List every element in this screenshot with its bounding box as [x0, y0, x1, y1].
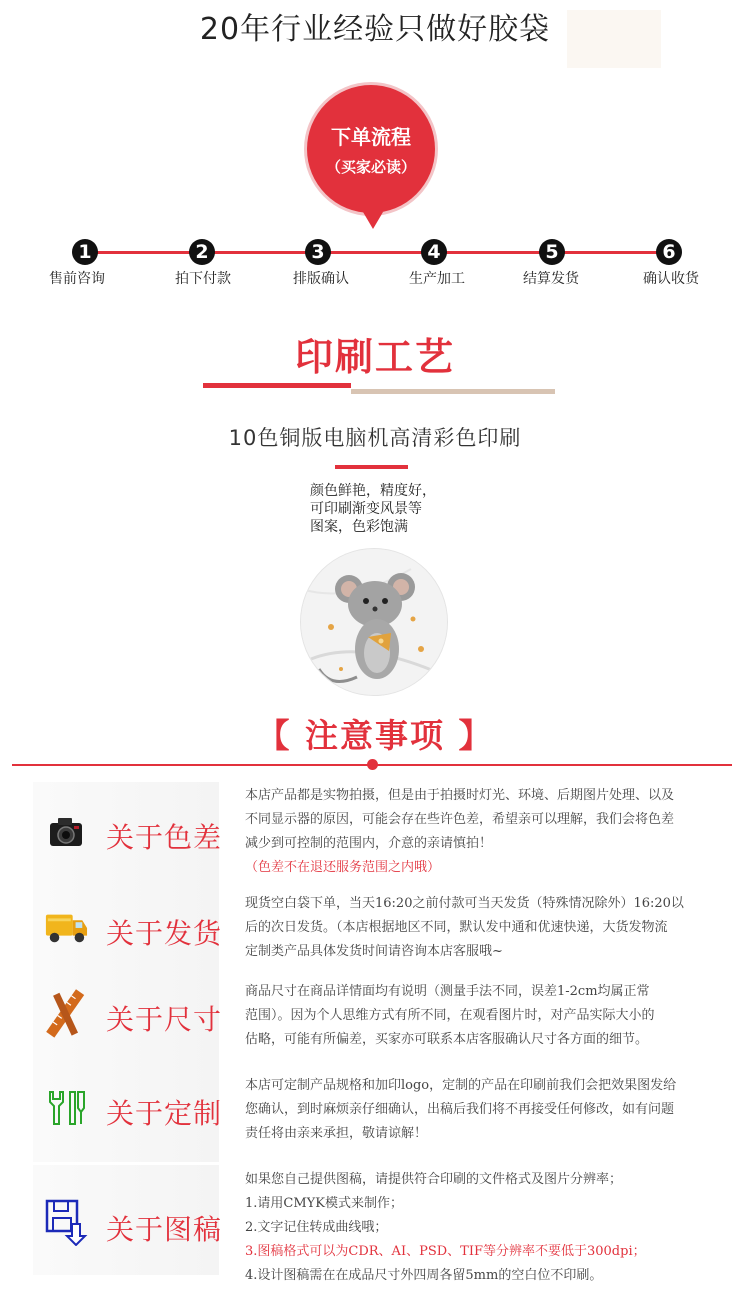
- step-label: 生产加工: [409, 271, 465, 287]
- note-line: 现货空白袋下单，当天16:20之前付款可当天发货（特殊情况除外）16:20以: [245, 896, 684, 911]
- section-title-notes: 【 注意事项 】: [256, 716, 494, 755]
- down-arrow-icon: [363, 212, 383, 229]
- note-line: 1.请用CMYK模式来制作；: [245, 1196, 403, 1211]
- note-heading: 关于色差: [106, 821, 223, 854]
- process-subtitle: （买家必读）: [325, 158, 416, 176]
- note-line: 估略，可能有所偏差，买家亦可联系本店客服确认尺寸各方面的细节。: [245, 1032, 649, 1047]
- note-line: 不同显示器的原因，可能会存在些许色差，希望亲可以理解，我们会将色差: [245, 812, 675, 827]
- note-heading: 关于发货: [106, 917, 223, 950]
- note-text: [245, 784, 705, 880]
- step-number: 1: [72, 239, 98, 265]
- note-line: 范围）。因为个人思维方式有所不同，在观看图片时，对产品实际大小的: [245, 1008, 655, 1023]
- note-heading: 关于定制: [106, 1097, 223, 1130]
- divider-bar: [203, 383, 351, 388]
- step-number: 4: [421, 239, 447, 265]
- divider-dot: [367, 759, 378, 770]
- note-highlight: （色差不在退还服务范围之内哦）: [245, 860, 441, 875]
- print-sample-image: [301, 549, 447, 695]
- page-title: 20年行业经验只做好胶袋: [199, 12, 551, 47]
- step-number: 3: [305, 239, 331, 265]
- note-highlight: 3.图稿格式可以为CDR、AI、PSD、TIF等分辨率不要低于300dpi；: [245, 1244, 646, 1259]
- ruler-icon: [44, 992, 88, 1036]
- note-line: 后的次日发货。（本店根据地区不同，默认发中通和优速快递，大货发物流: [245, 920, 668, 935]
- step-label: 结算发货: [523, 271, 579, 287]
- printing-subtitle: 10色铜版电脑机高清彩色印刷: [228, 426, 522, 450]
- delivery-truck-icon: [44, 905, 88, 949]
- printing-description: [310, 482, 470, 536]
- note-line: 定制类产品具体发货时间请咨询本店客服哦~: [245, 944, 503, 959]
- note-text: [245, 892, 705, 964]
- note-line: 商品尺寸在商品详情面均有说明（测量手法不同，误差1-2cm均属正常: [245, 984, 650, 999]
- process-title: 下单流程: [331, 125, 411, 149]
- step-label: 排版确认: [293, 271, 349, 287]
- process-badge: [307, 85, 435, 213]
- step-number: 5: [539, 239, 565, 265]
- note-line: 本店可定制产品规格和加印logo，定制的产品在印刷前我们会把效果图发给: [245, 1078, 677, 1093]
- camera-icon: [44, 810, 88, 854]
- divider-bar: [335, 465, 408, 469]
- tools-icon: [44, 1086, 88, 1130]
- step-number: 2: [189, 239, 215, 265]
- step-number: 6: [656, 239, 682, 265]
- note-line: 4.设计图稿需在在成品尺寸外四周各留5mm的空白位不印刷。: [245, 1268, 603, 1283]
- save-download-icon: [44, 1200, 88, 1244]
- note-line: 您确认，到时麻烦亲仔细确认，出稿后我们将不再接受任何修改，如有问题: [245, 1102, 675, 1117]
- decorative-panel: [567, 10, 661, 68]
- step-label: 确认收货: [643, 271, 699, 287]
- note-heading: 关于图稿: [106, 1213, 223, 1246]
- note-line: 责任将由亲来承担，敬请谅解！: [245, 1126, 428, 1141]
- note-text: [245, 1168, 705, 1288]
- mouse-illustration: [301, 549, 447, 695]
- note-heading: 关于尺寸: [106, 1003, 223, 1036]
- note-line: 本店产品都是实物拍摄，但是由于拍摄时灯光、环境、后期图片处理、以及: [245, 788, 675, 803]
- step-label: 拍下付款: [175, 271, 231, 287]
- note-text: [245, 1074, 705, 1146]
- process-line: [84, 251, 669, 254]
- note-text: [245, 980, 705, 1052]
- note-line: 如果您自己提供图稿，请提供符合印刷的文件格式及图片分辨率；: [245, 1172, 623, 1187]
- divider-bar: [351, 389, 555, 394]
- section-title-printing: 印刷工艺: [294, 335, 455, 379]
- description-line: 可印刷渐变风景等: [310, 501, 422, 517]
- note-line: 2.文字记住转成曲线哦；: [245, 1220, 388, 1235]
- note-line: 减少到可控制的范围内，介意的亲请慎拍！: [245, 836, 493, 851]
- step-label: 售前咨询: [49, 271, 105, 287]
- description-line: 图案，色彩饱满: [310, 519, 408, 535]
- description-line: 颜色鲜艳，精度好，: [310, 483, 436, 499]
